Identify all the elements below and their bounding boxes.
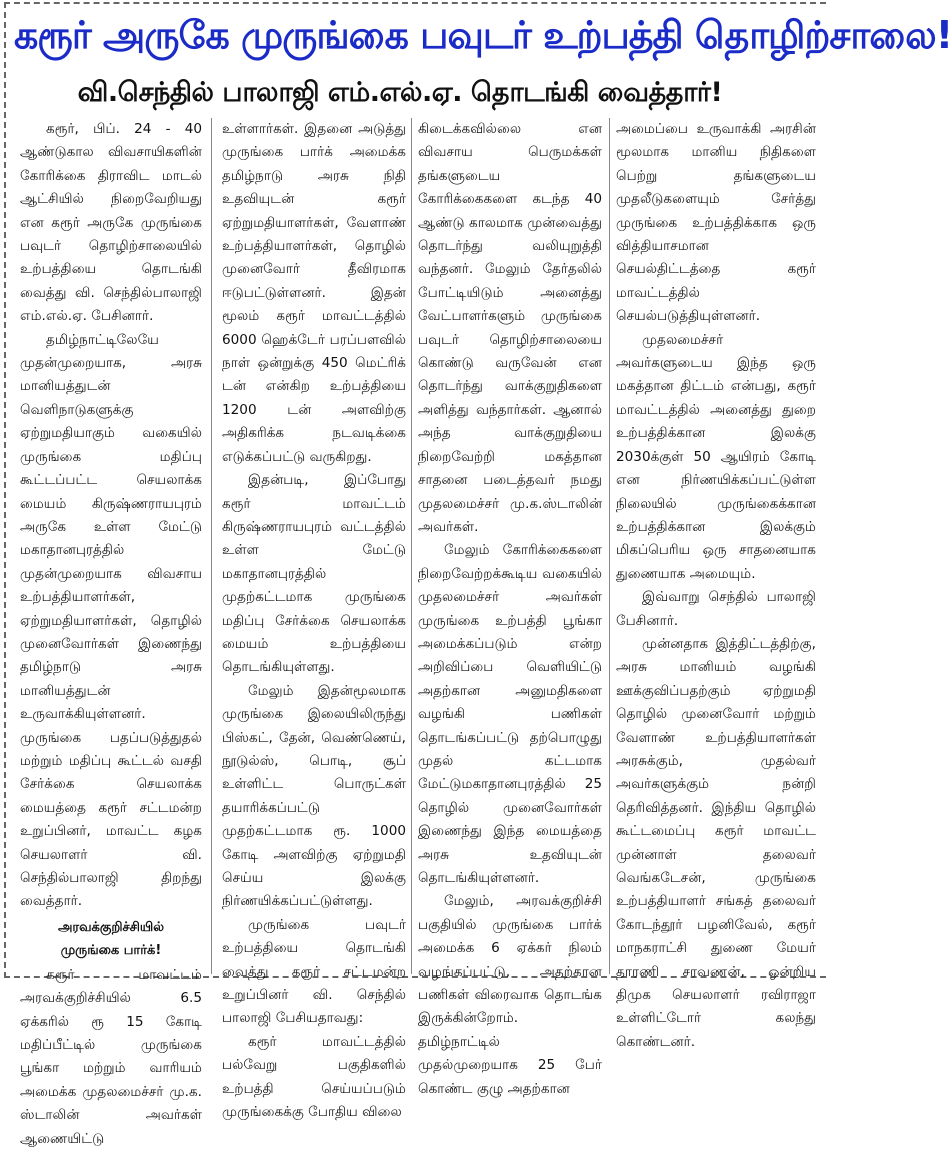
paragraph: கரூர் மாவட்டத்தில் பல்வேறு பகுதிகளில் உற்பத்தி செய்யப்படும் முருங்கைக்கு போதிய விலை	[222, 1033, 406, 1121]
subheadline: வி.செந்தில் பாலாஜி எம்.எல்.ஏ. தொடங்கி வைத்தார்!	[77, 77, 723, 108]
headline: கரூர் அருகே முருங்கை பவுடர் உற்பத்தி தொழிற்சாலை!	[14, 13, 952, 57]
section-subheading	[20, 916, 202, 962]
paragraph: மேலும் கோரிக்கைகளை நிறைவேற்றக்கூடிய வகையில் முதலமைச்சர் அவர்கள் முருங்கை உற்பத்தி பூங்கா அமைக்கப்படும் என்ற அறிவிப்பை வெளியிட்டு அதற்கான அனுமதிகளை வழங்கி பணிகள் தொடங்கப்பட்டு தற்பொழுது முதல் கட்டமாக மேட்டுமகாதானபுரத்தில் 25 தொழில் முனைவோர்கள் இணைந்து இந்த மையத்தை அரசு உதவியுடன் தொடங்கியுள்ளனர்.	[418, 542, 602, 886]
paragraph: முருங்கை பவுடர் உற்பத்தியை தொடங்கி வைத்து கரூர் சட்டமன்ற உறுப்பினர் வி. செந்தில் பாலாஜி பேசியதாவது:	[222, 916, 406, 1027]
article-column-2	[222, 118, 406, 1121]
paragraph: மேலும் இதன்மூலமாக முருங்கை இலையிலிருந்து பிஸ்கட், தேன், வெண்ணெய், நூடுல்ஸ், பொடி, சூப் உள்ளிட்ட பொருட்கள் தயாரிக்கப்பட்டு முதற்கட்டமாக ரூ. 1000 கோடி அளவிற்கு ஏற்றுமதி செய்ய இலக்கு நிர்ணயிக்கப்பட்டுள்ளது.	[222, 682, 406, 910]
paragraph: கரூர், பிப். 24 - 40 ஆண்டுகால விவசாயிகளின் கோரிக்கை திராவிட மாடல் ஆட்சியில் நிறைவேறியது என கரூர் அருகே முருங்கை பவுடர் தொழிற்சாலையில் உற்பத்தியை தொடங்கி வைத்து வி. செந்தில்பாலாஜி எம்.எல்.ஏ. பேசினார்.	[20, 121, 202, 325]
column-divider	[609, 118, 610, 974]
paragraph: முன்னதாக இத்திட்டத்திற்கு, அரசு மானியம் வழங்கி ஊக்குவிப்பதற்கும் ஏற்றுமதி தொழில் முனைவோர் மற்றும் வேளாண் உற்பத்தியாளர்கள் அரசுக்கும், முதல்வர் அவர்களுக்கும் நன்றி தெரிவித்தனர். இந்திய தொழில் கூட்டமைப்பு கரூர் மாவட்ட முன்னாள் தலைவர் வெங்கடேசன், முருங்கை உற்பத்தியாளர் சங்கத் தலைவர் கோடந்தூர் பழனிவேல், கரூர் மாநகராட்சி துணை மேயர் தாரணி சரவணன், ஒன்றிய திமுக செயலாளர் ரவிராஜா உள்ளிட்டோர் கலந்து கொண்டனர்.	[616, 635, 816, 1050]
column-divider	[411, 118, 412, 974]
column-divider	[211, 118, 212, 974]
article-column-4	[616, 118, 816, 1050]
article-column-1	[20, 118, 202, 1147]
paragraph: கரூர் மாவட்டம் அரவக்குறிச்சியில் 6.5 ஏக்கரில் ரூ 15 கோடி மதிப்பீட்டில் முருங்கை பூங்கா மற்றும் வாரியம் அமைக்க முதலமைச்சர் மு.க. ஸ்டாலின் அவர்கள் ஆணையிட்டு	[20, 966, 202, 1147]
paragraph: உள்ளார்கள். இதனை அடுத்து முருங்கை பார்க் அமைக்க தமிழ்நாடு அரசு நிதி உதவியுடன் கரூர் ஏற்றுமதியாளர்கள், வேளாண் உற்பத்தியாளர்கள், தொழில் முனைவோர் தீவிரமாக ஈடுபட்டுள்ளனர். இதன் மூலம் கரூர் மாவட்டத்தில் 6000 ஹெக்டேர் பரப்பளவில் நாள் ஒன்றுக்கு 450 மெட்ரிக் டன் என்கிற உற்பத்தியை 1200 டன் அளவிற்கு அதிகரிக்க நடவடிக்கை எடுக்கப்பட்டு வருகிறது.	[222, 121, 406, 465]
paragraph: மேலும், அரவக்குறிச்சி பகுதியில் முருங்கை பார்க் அமைக்க 6 ஏக்கர் நிலம் வழங்கப்பட்டு, அதற்கான பணிகள் விரைவாக தொடங்க இருக்கின்றோம். தமிழ்நாட்டில் முதல்முறையாக 25 பேர் கொண்ட குழு அதற்கான	[418, 893, 602, 1097]
paragraph: கிடைக்கவில்லை என விவசாய பெருமக்கள் தங்களுடைய கோரிக்கைகளை கடந்த 40 ஆண்டு காலமாக முன்வைத்து தொடர்ந்து வலியுறுத்தி வந்தனர். மேலும் தேர்தலில் போட்டியிடும் அனைத்து வேட்பாளர்களும் முருங்கை பவுடர் தொழிற்சாலையை கொண்டு வருவேன் என தொடர்ந்து வாக்குறுதிகளை அளித்து வந்தார்கள். ஆனால் அந்த வாக்குறுதியை நிறைவேற்றி மகத்தான சாதனை படைத்தவர் நமது முதலமைச்சர் மு.க.ஸ்டாலின் அவர்கள்.	[418, 121, 602, 535]
paragraph: இவ்வாறு செந்தில் பாலாஜி பேசினார்.	[616, 589, 816, 629]
paragraph: தமிழ்நாட்டிலேயே முதன்முறையாக, அரசு மானியத்துடன் வெளிநாடுகளுக்கு ஏற்றுமதியாகும் வகையில் முருங்கை மதிப்பு கூட்டப்பட்ட செயலாக்க மையம் கிருஷ்ணராயபுரம் அருகே உள்ள மேட்டு மகாதானபுரத்தில் முதன்முறையாக விவசாய உற்பத்தியாளர்கள், ஏற்றுமதியாளர்கள், தொழில் முனைவோர்கள் இணைந்து தமிழ்நாடு அரசு மானியத்துடன் உருவாக்கியுள்ளனர். முருங்கை பதப்படுத்துதல் மற்றும் மதிப்பு கூட்டல் வசதி சேர்க்கை செயலாக்க மையத்தை கரூர் சட்டமன்ற உறுப்பினர், மாவட்ட கழக செயலாளர் வி. செந்தில்பாலாஜி திறந்து வைத்தார்.	[20, 331, 202, 910]
section-subheading-line1: அரவக்குறிச்சியில்	[57, 919, 165, 935]
section-subheading-line2: முருங்கை பார்க்!	[60, 942, 162, 958]
article-column-3	[418, 118, 602, 1097]
paragraph: அமைப்பை உருவாக்கி அரசின் மூலமாக மானிய நிதிகளை பெற்று தங்களுடைய முதலீடுகளையும் சேர்த்து முருங்கை உற்பத்திக்காக ஒரு வித்தியாசமான செயல்திட்டத்தை கரூர் மாவட்டத்தில் செயல்படுத்தியுள்ளனர்.	[616, 121, 816, 325]
paragraph: இதன்படி, இப்போது கரூர் மாவட்டம் கிருஷ்ணராயபுரம் வட்டத்தில் உள்ள மேட்டு மகாதானபுரத்தில் முதற்கட்டமாக முருங்கை மதிப்பு சேர்க்கை செயலாக்க மையம் உற்பத்தியை தொடங்கியுள்ளது.	[222, 472, 406, 676]
paragraph: முதலமைச்சர் அவர்களுடைய இந்த ஒரு மகத்தான திட்டம் என்பது, கரூர் மாவட்டத்தில் அனைத்து துறை உற்பத்திக்கான இலக்கு 2030க்குள் 50 ஆயிரம் கோடி என நிர்ணயிக்கப்பட்டுள்ள நிலையில் முருங்கைக்கான உற்பத்திக்கான இலக்கும் மிகப்பெரிய ஒரு சாதனையாக துணையாக அமையும்.	[616, 331, 816, 582]
